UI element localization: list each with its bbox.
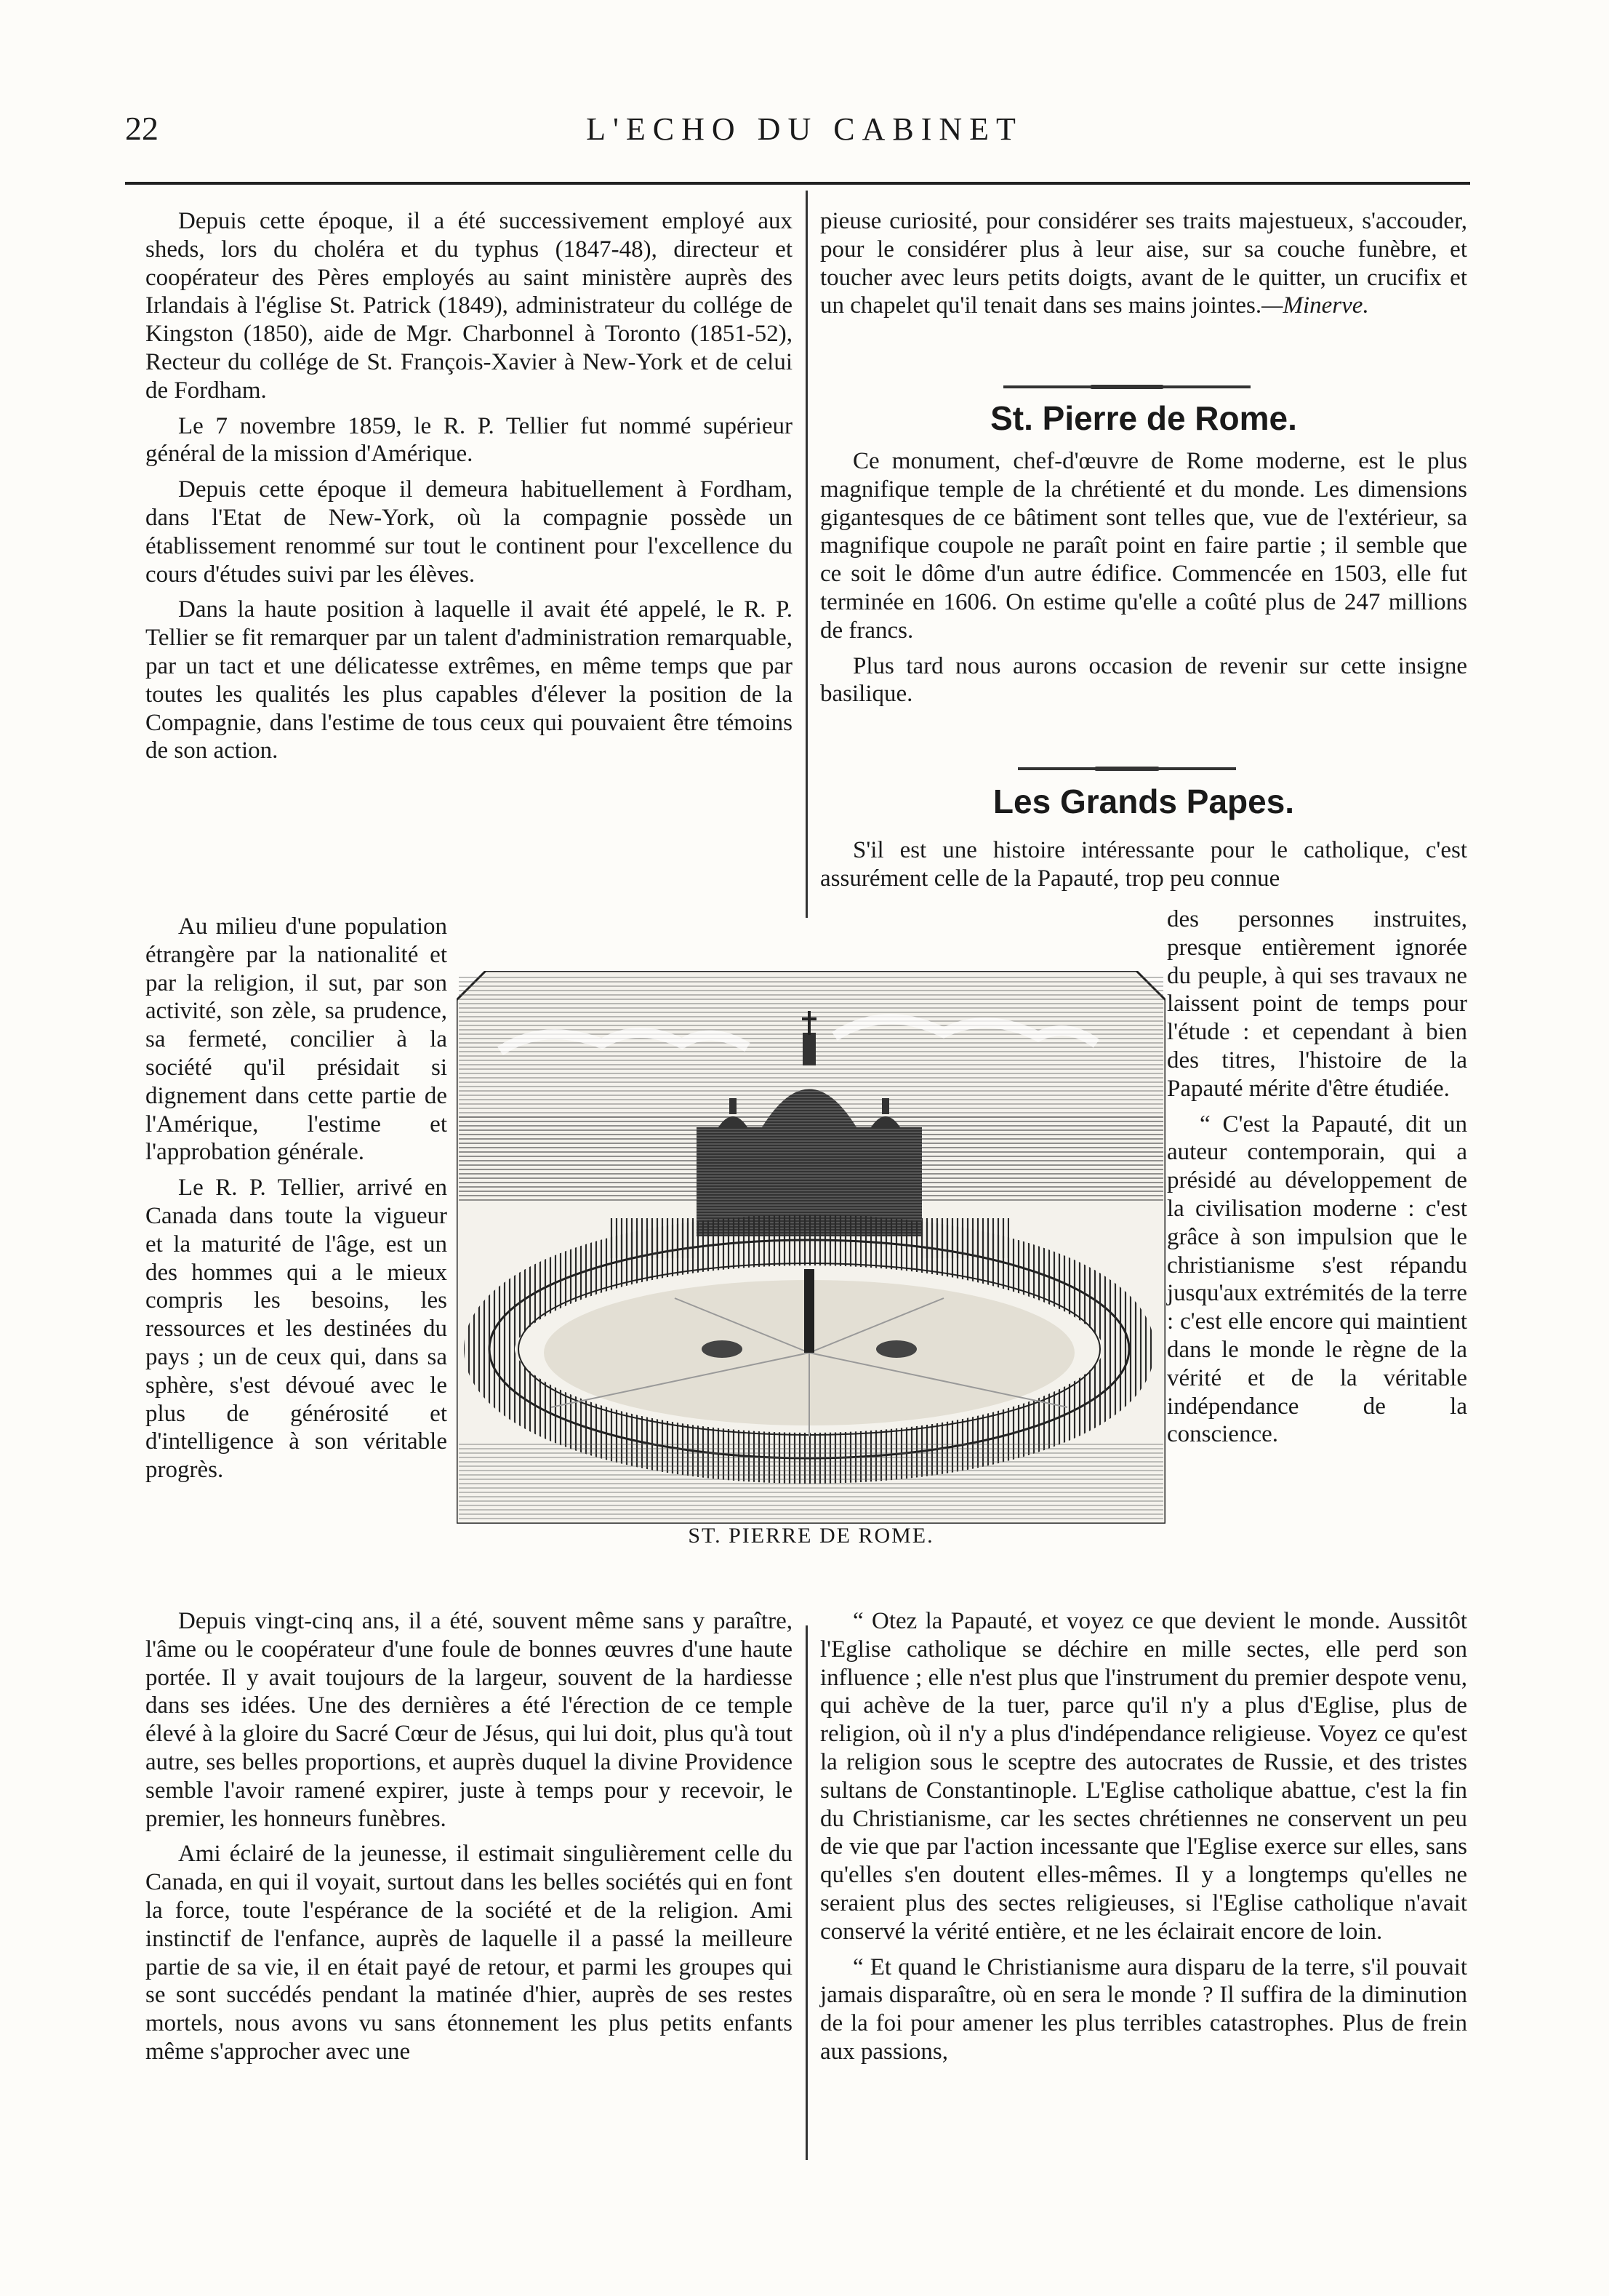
- running-header: [0, 109, 1609, 175]
- section-heading: Les Grands Papes.: [992, 783, 1295, 820]
- paragraph: Dans la haute position à laquelle il avait été appelé, le R. P. Tellier se fit remarquer par un talent d'administration remarquable, par un tact et une délicatesse extrêmes, en même temps que par toutes les qualités les plus capables d'élever la position de la Compagnie, dans l'estime de tous ceux qui pouvaient être témoins de son action.: [145, 596, 793, 764]
- column-divider: [806, 191, 808, 918]
- left-column-narrow: [145, 913, 447, 1492]
- ornament-divider: [1018, 767, 1236, 770]
- paragraph: Ce monument, chef-d'œuvre de Rome moderne, est le plus magnifique temple de la chrétienté et du monde. Les dimensions gigantesques de ce bâtiment sont telles que, vue de l'extérieur, sa magnifique coupole ne paraît point en faire partie ; il semble que ce soit le dôme d'un autre édifice. Commencée en 1503, elle fut terminée en 1606. On estime qu'elle a coûté plus de 247 millions de francs.: [820, 448, 1467, 644]
- right-column-bottom: [820, 1607, 1467, 2073]
- paragraph: Au milieu d'une population étrangère par la nationalité et par la religion, il sut, par son activité, son zèle, sa prudence, sa fermeté, concilier à la société qu'il présidait si dignement dans cette partie de l'Amérique, l'estime et l'approbation générale.: [145, 913, 447, 1166]
- paragraph: Depuis vingt-cinq ans, il a été, souvent même sans y paraître, l'âme ou le coopérateur d'une foule de bonnes œuvres d'une haute portée. Il y avait toujours de la largeur, souvent de la hardiesse dans ses idées. Une des dernières a été l'érection de ce temple élevé à la gloire du Sacré Cœur de Jésus, qui lui doit, plus qu'à tout autre, ses belles proportions, et auprès duquel la divine Providence semble l'avoir ramené expirer, juste à temps pour y recevoir, le premier, les honneurs funèbres.: [145, 1608, 793, 1832]
- grands-papes-intro: [820, 836, 1467, 900]
- obelisk: [804, 1269, 814, 1353]
- fountain: [876, 1340, 917, 1358]
- paragraph: “ C'est la Papauté, dit un auteur contemporain, qui a présidé au développement de la civilisation moderne : c'est grâce à son impulsion que le christianisme s'est répandu jusqu'aux extrémités de la terre : c'est elle encore qui maintient dans le monde le règne de la vérité et de la véritable indépendance de la conscience.: [1167, 1111, 1467, 1448]
- paragraph: Le 7 novembre 1859, le R. P. Tellier fut nommé supérieur général de la mission d'Amérique.: [145, 412, 793, 468]
- left-column-top: [145, 207, 793, 772]
- paragraph: [820, 207, 1467, 320]
- paragraph: “ Otez la Papauté, et voyez ce que devient le monde. Aussitôt l'Eglise catholique se déchire en mille sectes, elle perd son influence ; elle n'est plus que l'instrument du premier despote venu, qui achève de la tuer, parce qu'il n'y a plus d'Eglise, plus de religion, où il n'y a plus d'indépendance religieuse. Voyez ce qu'est la religion sous le sceptre des autocrates de Russie, et des tristes sultans de Constantinople. L'Eglise catholique abattue, c'est la fin du Christianisme, car les sectes chrétiennes ne conservent un peu de vie que par l'action incessante que l'Eglise exerce sur elles, sans qu'elles s'en doutent elles-mêmes. Il y a longtemps qu'elles ne seraient plus des sectes religieuses, si l'Eglise catholique n'avait conservé la vérité entière, et ne les éclairait encore de loin.: [820, 1608, 1467, 1945]
- paragraph: Depuis cette époque, il a été successivement employé aux sheds, lors du choléra et du typhus (1847-48), directeur et coopérateur des Pères employés au saint ministère auprès des Irlandais à l'église St. Patrick (1849), administrateur du collége de Kingston (1850), aide de Mgr. Charbonnel à Toronto (1851-52), Recteur du collége de St. François-Xavier à New-York et de celui de Fordham.: [145, 208, 793, 404]
- st-pierre-article: [820, 447, 1467, 716]
- left-column-bottom: [145, 1607, 793, 2073]
- header-rule: [125, 182, 1470, 185]
- fountain: [702, 1340, 742, 1358]
- ornament-divider: [1003, 385, 1251, 388]
- page-number: 22: [125, 110, 159, 147]
- journal-title: L'ECHO DU CABINET: [586, 111, 1023, 147]
- paragraph: S'il est une histoire intéressante pour le catholique, c'est assurément celle de la Papauté, trop peu connue: [820, 837, 1467, 892]
- paragraph: Plus tard nous aurons occasion de revenir sur cette insigne basilique.: [820, 652, 1467, 708]
- paragraph-text: pieuse curiosité, pour considérer ses traits majestueux, s'accouder, pour le considérer plus à leur aise, sur sa couche funèbre, et toucher avec leurs petits doigts, avant de le quitter, un crucifix et un chapelet qu'il tenait dans ses mains jointes.: [820, 208, 1467, 319]
- source-credit: —Minerve.: [1261, 292, 1369, 319]
- paragraph: “ Et quand le Christianisme aura disparu de la terre, s'il pouvait jamais disparaître, où en sera le monde ? Il suffira de la diminution de la foi pour amener les plus terribles catastrophes. Plus de frein aux passions,: [820, 1953, 1467, 2065]
- column-divider-bottom: [806, 1625, 808, 2160]
- paragraph: Le R. P. Tellier, arrivé en Canada dans toute la vigueur et la maturité de l'âge, est un des hommes qui a le mieux compris les besoins, les ressources et les destinées du pays ; un de ceux qui, dans sa sphère, s'est dévoué avec le plus de générosité et d'intelligence à son véritable progrès.: [145, 1175, 447, 1484]
- figure-caption: ST. PIERRE DE ROME.: [688, 1524, 934, 1548]
- right-column-narrow: [1167, 905, 1467, 1456]
- right-column-top: [820, 207, 1467, 327]
- section-heading: St. Pierre de Rome.: [990, 399, 1297, 437]
- paragraph: Depuis cette époque il demeura habituellement à Fordham, dans l'Etat de New-York, où la compagnie possède un établissement renommé sur tout le continent pour l'excellence du cours d'études suivi par les élèves.: [145, 476, 793, 588]
- paragraph: Ami éclairé de la jeunesse, il estimait singulièrement celle du Canada, en qui il voyait, surtout dans les belles sociétés qui en font la force, toute l'espérance de la société et de la religion. Ami instinctif de l'enfance, auprès de laquelle il a passé la meilleure partie de sa vie, il en était payé de retour, et parmi les groupes qui se sont succédés pendant la matinée d'hier, auprès de ses restes mortels, nous avons vu sans étonnement les plus petits enfants même s'approcher avec une: [145, 1841, 793, 2065]
- foreground: [459, 1444, 1163, 1521]
- paragraph: des personnes instruites, presque entièrement ignorée du peuple, à qui ses travaux ne laissent point de temps pour l'étude : et cependant à bien des titres, l'histoire de la Papauté mérite d'être étudiée.: [1167, 906, 1467, 1102]
- st-pierre-engraving: [457, 971, 1165, 1524]
